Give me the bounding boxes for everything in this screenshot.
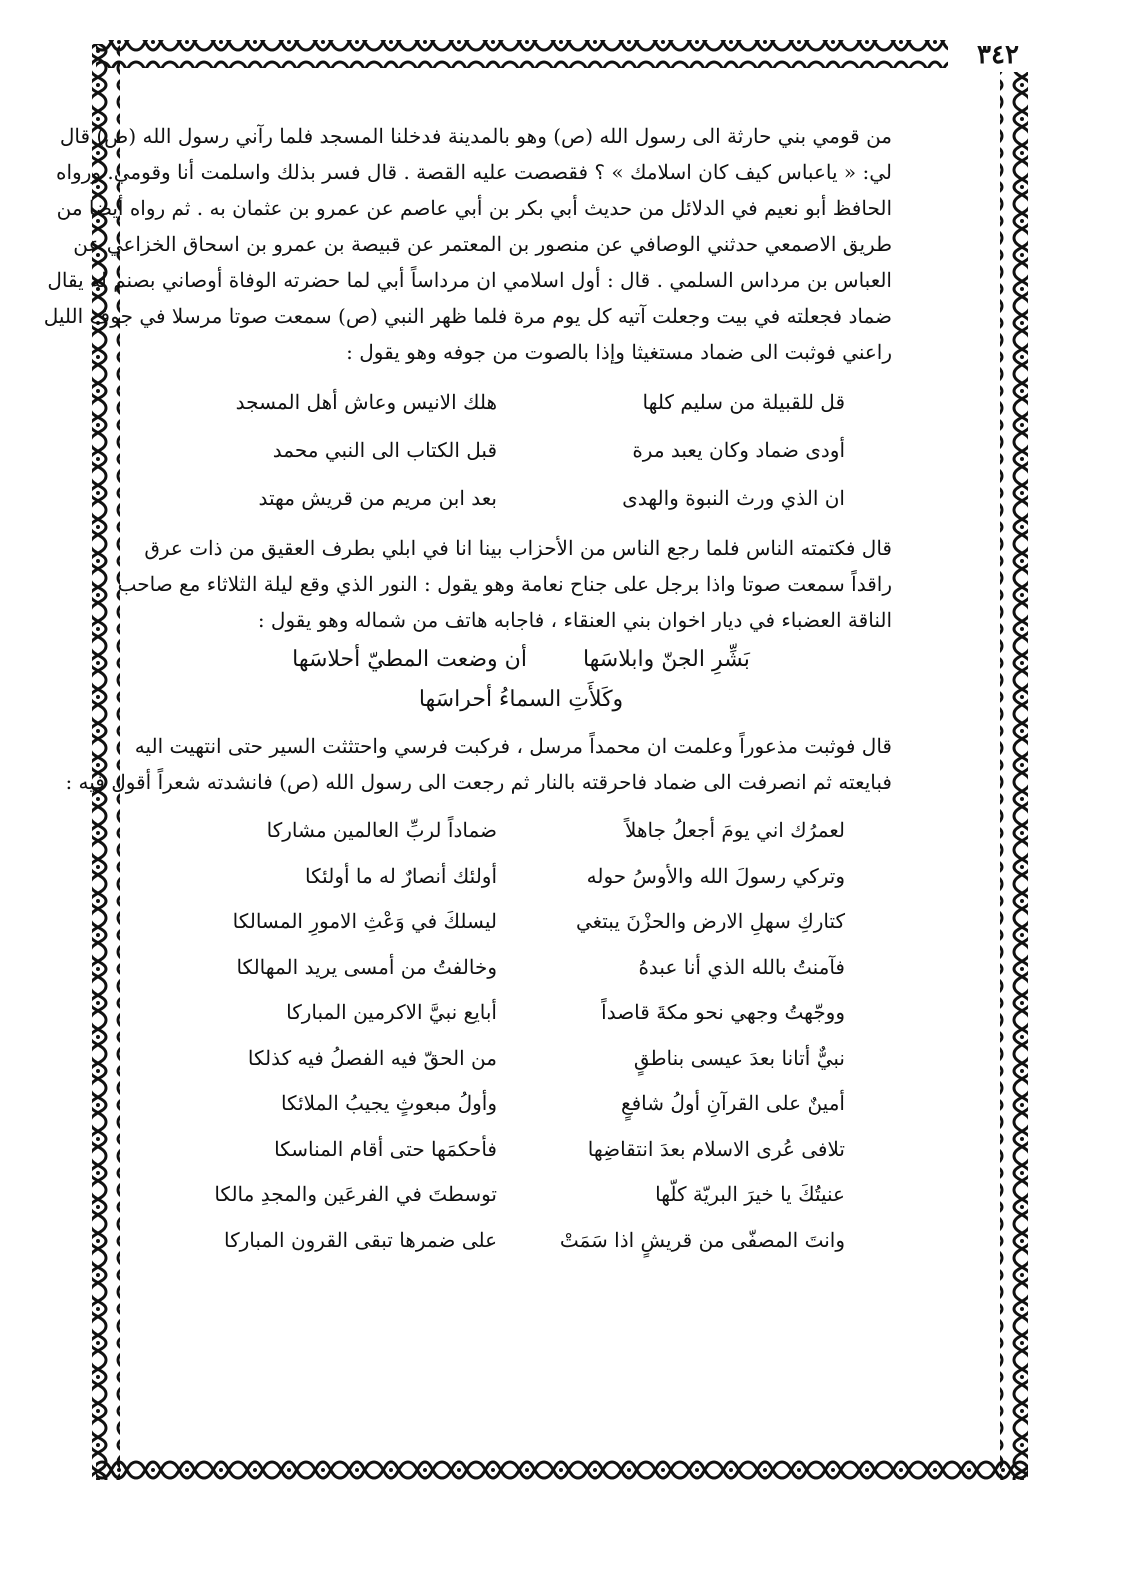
verse-hemistich-second: ضماداً لربِّ العالمين مشاركا <box>266 818 497 842</box>
page-number: ٣٤٢ <box>948 38 1048 72</box>
text-line: قال فكتمته الناس فلما رجع الناس من الأحزاب بينا انا في ابلي بطرف العقيق من ذات عرق <box>144 536 892 560</box>
verse-hemistich-second: هلك الانيس وعاش أهل المسجد <box>235 390 497 414</box>
verse-hemistich-second: توسطتَ في الفرعَين والمجدِ مالكا <box>214 1182 497 1206</box>
verse-line <box>150 1127 892 1173</box>
text-line: من قومي بني حارثة الى رسول الله (ص) وهو بالمدينة فدخلنا المسجد فلما رآني رسول الله (ص) قال <box>59 124 892 148</box>
poem-b <box>150 640 892 720</box>
verse-line <box>150 808 892 854</box>
verse-hemistich-first: ووجّهتُ وجهي نحو مكةَ قاصداً <box>601 1000 845 1024</box>
verse-hemistich-second: على ضمرها تبقى القرون المباركا <box>223 1227 497 1252</box>
verse-hemistich-first: نبيٌّ أتانا بعدَ عيسى بناطقٍ <box>633 1045 845 1070</box>
text-line: الحافظ أبو نعيم في الدلائل من حديث أبي بكر بن أبي عاصم عن عمرو بن عثمان به . ثم رواه أيضا من <box>56 196 892 220</box>
verse-line <box>150 640 892 680</box>
verse-hemistich-first: أمينٌ على القرآنِ أولُ شافعٍ <box>620 1091 845 1115</box>
verse-hemistich-first: لعمرُك اني يومَ أجعلُ جاهلاً <box>625 818 845 842</box>
verse-line <box>150 1081 892 1127</box>
verse-hemistich-second: بعد ابن مريم من قريش مهتد <box>258 486 497 510</box>
verse-line <box>150 1218 892 1264</box>
verse-line <box>150 990 892 1036</box>
verse-hemistich-first: وتركي رسولَ الله والأوسُ حوله <box>586 863 845 888</box>
verse-hemistich-second: أولئك أنصارٌ له ما أولئكا <box>305 863 497 888</box>
paragraph-3 <box>65 728 892 800</box>
verse-line <box>150 945 892 991</box>
verse-line <box>150 426 892 474</box>
verse-hemistich-second: أن وضعت المطيّ أحلاسَها <box>292 647 527 672</box>
verse-hemistich-first: عنيتُكَ يا خيرَ البريّة كلّها <box>655 1182 845 1206</box>
verse-hemistich-first: أودى ضماد وكان يعبد مرة <box>632 438 845 462</box>
verse-hemistich-first: تلافى عُرى الاسلام بعدَ انتقاضِها <box>587 1136 845 1161</box>
text-body <box>43 118 892 1418</box>
paragraph-2 <box>117 530 892 638</box>
text-line: فبايعته ثم انصرفت الى ضماد فاحرقته بالنار ثم رجعت الى رسول الله (ص) فانشدته شعراً أقول فيه : <box>65 770 892 794</box>
verse-hemistich-first: كتاركِ سهلِ الارض والحزْنَ يبتغي <box>575 909 845 933</box>
text-line: راقداً سمعت صوتا واذا برجل على جناح نعامة وهو يقول : النور الذي وقع ليلة الثلاثاء مع صاحب <box>117 572 892 596</box>
text-line: الناقة العضباء في ديار اخوان بني العنقاء ، فاجابه هاتف من شماله وهو يقول : <box>257 608 892 632</box>
verse-line <box>150 378 892 426</box>
verse-hemistich-second: قبل الكتاب الى النبي محمد <box>272 438 497 462</box>
text-line: لي: « ياعباس كيف كان اسلامك » ؟ فقصصت عليه القصة . قال فسر بذلك واسلمت أنا وقومي. ورواه <box>56 160 892 184</box>
verse-hemistich-second: من الحقّ فيه الفصلُ فيه كذلكا <box>247 1045 497 1070</box>
verse-line <box>150 1172 892 1218</box>
verse-hemistich-second: أبايع نبيَّ الاكرمين المباركا <box>286 1000 497 1024</box>
text-line: قال فوثبت مذعوراً وعلمت ان محمداً مرسل ، فركبت فرسي واحتثثت السير حتى انتهيت اليه <box>134 734 892 758</box>
text-line: راعني فوثبت الى ضماد مستغيثا وإذا بالصوت من جوفه وهو يقول : <box>346 340 892 364</box>
paragraph-1 <box>43 118 892 370</box>
verse-hemistich-second: وأولُ مبعوثٍ يجيبُ الملائكا <box>280 1091 497 1115</box>
poem-a <box>150 378 892 522</box>
verse-hemistich-first: بَشِّرِ الجنّ وابلاسَها <box>582 647 750 672</box>
text-line: ضماد فجعلته في بيت وجعلت آتيه كل يوم مرة فلما ظهر النبي (ص) سمعت صوتا مرسلا في جوف الليل <box>43 304 892 328</box>
verse-hemistich-first: ان الذي ورث النبوة والهدى <box>622 486 845 510</box>
verse-line <box>150 474 892 522</box>
verse-line-single: وكَلأَتِ السماءُ أحراسَها <box>418 687 624 712</box>
verse-hemistich-first: وانتَ المصفّى من قريشٍ اذا سَمَتْ <box>559 1227 845 1252</box>
verse-hemistich-second: ليسلكَ في وَعْثِ الامورِ المسالكا <box>232 909 497 933</box>
verse-hemistich-second: وخالفتُ من أمسى يريد المهالكا <box>236 954 497 979</box>
verse-line <box>150 1036 892 1082</box>
verse-hemistich-first: قل للقبيلة من سليم كلها <box>642 390 845 414</box>
verse-hemistich-second: فأحكمَها حتى أقام المناسكا <box>274 1136 497 1161</box>
poem-c <box>150 808 892 1263</box>
verse-line <box>150 854 892 900</box>
text-line: العباس بن مرداس السلمي . قال : أول اسلامي ان مرداساً أبي لما حضرته الوفاة أوصاني بصنم له يقال <box>47 268 892 292</box>
text-line: طريق الاصمعي حدثني الوصافي عن منصور بن المعتمر عن قبيصة بن عمرو بن اسحاق الخزاعي عن <box>73 232 892 256</box>
verse-hemistich-first: فآمنتُ بالله الذي أنا عبدهُ <box>638 954 845 979</box>
verse-line <box>150 899 892 945</box>
